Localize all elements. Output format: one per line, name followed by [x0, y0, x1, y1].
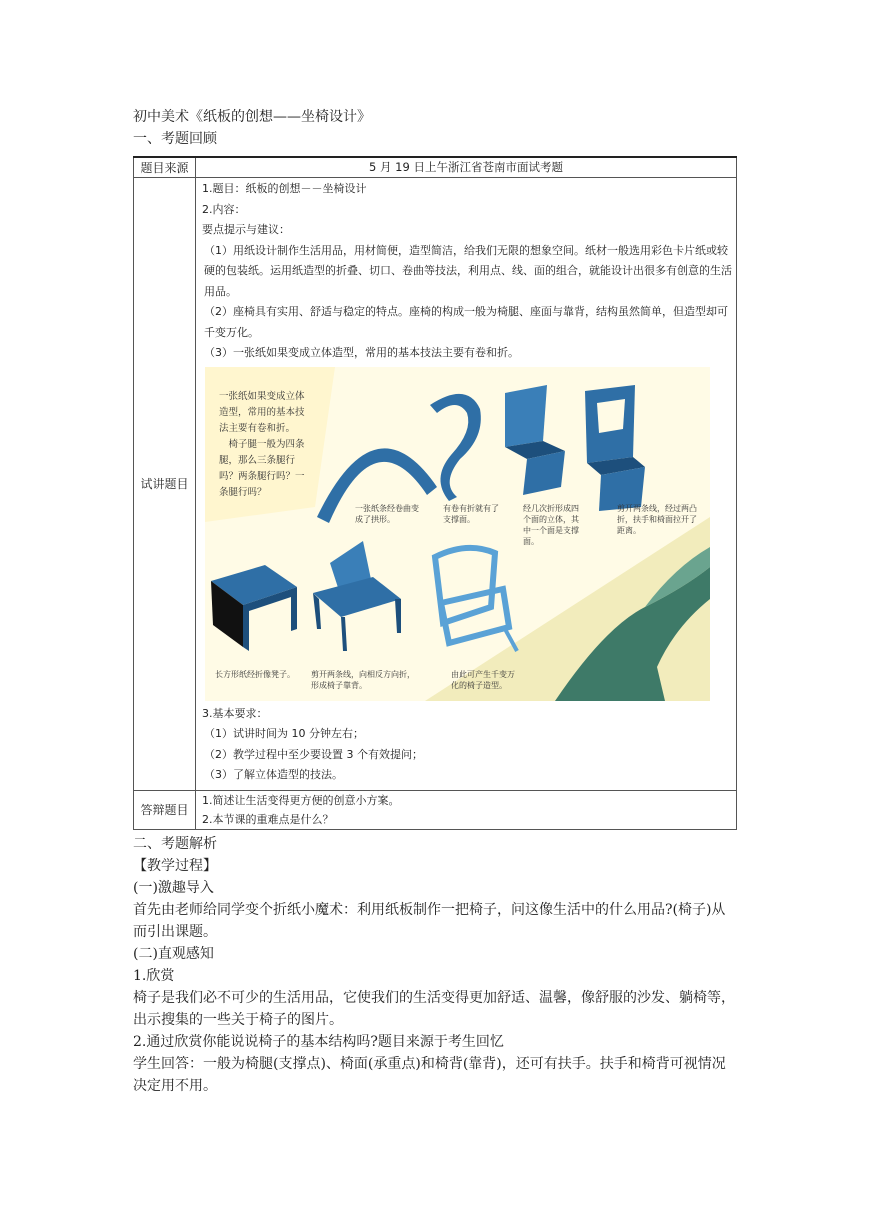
caption-variations: 由此可产生千变万化的椅子造型。 [451, 669, 515, 690]
topic-line: （3）一张纸如果变成立体造型，常用的基本技法主要有卷和折。 [204, 346, 519, 359]
paragraph: 学生回答：一般为椅腿(支撑点)、椅面(承重点)和椅背(靠背)，还可有扶手。扶手和椅背可视情况决定用不用。 [133, 1056, 726, 1094]
paragraph: 椅子是我们必不可少的生活用品，它使我们的生活变得更加舒适、温馨，像舒服的沙发、躺椅等，出示搜集的一些关于椅子的图片。 [133, 990, 735, 1028]
curled-paper-icon [430, 393, 481, 500]
sub-heading: 1.欣赏 [133, 968, 175, 984]
section-heading-review: 一、考题回顾 [133, 131, 217, 147]
illustration-side-text: 一张纸如果变成立体造型，常用的基本技法主要有卷和折。 椅子腿一般为四条腿，那么三条腿行吗？两条腿行吗？一条腿行吗？ [219, 390, 305, 498]
caption-arch: 一张纸条经卷曲变成了拱形。 [355, 503, 419, 524]
topic-line: 要点提示与建议： [202, 223, 290, 236]
defense-line: 1.简述让生活变得更方便的创意小方案。 [202, 793, 400, 807]
requirements-line: 3.基本要求： [202, 706, 268, 720]
step-heading: (二)直观感知 [133, 946, 214, 962]
topic-row [134, 178, 737, 791]
analysis-section [133, 833, 739, 1097]
paragraph: 首先由老师给同学变个折纸小魔术：利用纸板制作一把椅子，问这像生活中的什么用品?(椅子)从而引出课题。 [133, 902, 726, 940]
defense-line: 2.本节课的重难点是什么？ [202, 812, 334, 826]
requirements-line: （2）教学过程中至少要设置 3 个有效提问； [204, 747, 423, 761]
sub-heading: 2.通过欣赏你能说说椅子的基本结构吗?题目来源于考生回忆 [133, 1034, 504, 1050]
source-row [134, 157, 737, 178]
section-heading-analysis: 二、考题解析 [133, 836, 217, 852]
defense-content [196, 791, 736, 829]
caption-four-faces: 经几次折形成四个面的立体，其中一个面是支撑面。 [523, 503, 579, 546]
topic-label: 试讲题目 [134, 178, 196, 791]
exam-question-table [133, 156, 737, 830]
topic-line: （2）座椅具有实用、舒适与稳定的特点。座椅的构成一般为椅腿、座面与靠背，结构虽然简单，但造型却可千变万化。 [204, 305, 728, 339]
teaching-process-heading: 【教学过程】 [133, 858, 217, 874]
topic-line: （1）用纸设计制作生活用品，用材简便，造型简洁，给我们无限的想象空间。纸材一般选用彩色卡片纸或较硬的包装纸。运用纸造型的折叠、切口、卷曲等技法，利用点、线、面的组合，就能设计出很多有创意的生活用品。 [204, 243, 732, 298]
source-label: 题目来源 [134, 157, 196, 178]
topic-line: 2.内容： [202, 202, 246, 216]
caption-armrest: 剪开两条线，经过两凸折，扶手和椅面拉开了距离。 [617, 503, 697, 535]
caption-curl: 有卷有折就有了支撑面。 [443, 503, 499, 524]
topic-line: 1.题目：纸板的创想－－坐椅设计 [202, 182, 367, 195]
requirements-line: （1）试讲时间为 10 分钟左右； [204, 727, 364, 740]
topic-content [196, 178, 736, 790]
step-heading: (一)激趣导入 [133, 880, 214, 896]
defense-label: 答辩题目 [134, 790, 196, 829]
defense-row [134, 790, 737, 829]
document-title: 初中美术《纸板的创想——坐椅设计》 [133, 109, 371, 125]
source-value: 5 月 19 日上午浙江省苍南市面试考题 [369, 160, 563, 174]
caption-chair-back: 剪开两条线，向相反方向折，形成椅子靠背。 [311, 669, 415, 690]
chair-folding-illustration [205, 367, 710, 701]
caption-stool: 长方形纸经折像凳子。 [215, 669, 295, 679]
requirements-line: （3）了解立体造型的技法。 [204, 768, 343, 781]
